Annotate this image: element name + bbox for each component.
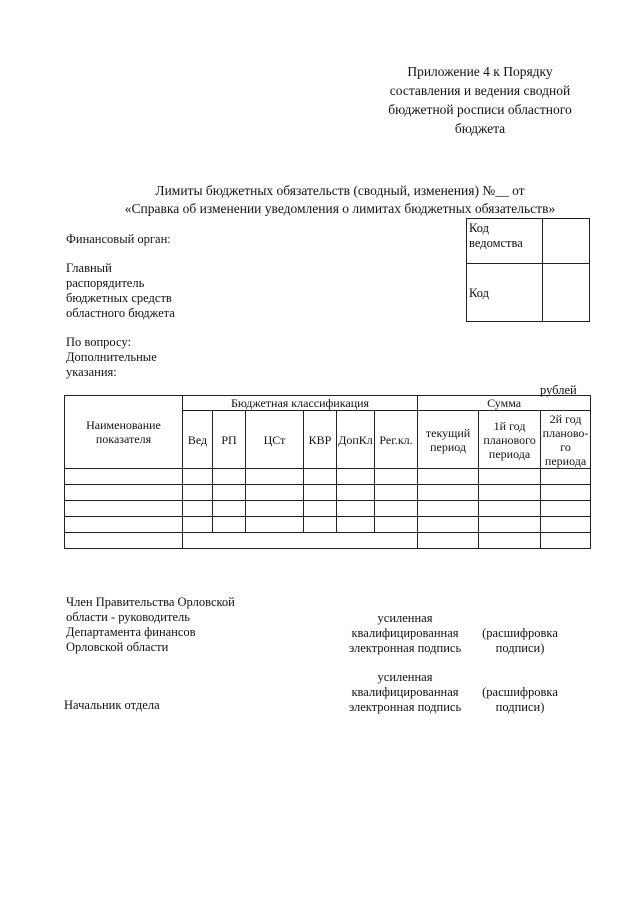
table-cell[interactable] xyxy=(183,517,213,533)
decode-line: (расшифровка xyxy=(482,626,558,640)
class-col-header: Рег.кл. xyxy=(375,411,418,469)
table-cell[interactable] xyxy=(479,533,541,549)
appendix-line: бюджета xyxy=(454,121,506,136)
table-cell[interactable] xyxy=(304,485,337,501)
table-cell[interactable] xyxy=(418,533,479,549)
table-total-row xyxy=(65,533,591,549)
po-voprosu-label: По вопросу: xyxy=(66,335,131,349)
decode-block-2 xyxy=(474,685,566,715)
head-signatory: Начальник отдела xyxy=(64,698,160,712)
sign-line: квалифицированная xyxy=(351,685,459,699)
class-col-header: ЦСт xyxy=(246,411,304,469)
table-cell[interactable] xyxy=(375,469,418,485)
table-cell[interactable] xyxy=(541,533,591,549)
table-cell[interactable] xyxy=(65,501,183,517)
code-row-vedomstva xyxy=(467,219,589,264)
table-cell[interactable] xyxy=(418,501,479,517)
units-label: рублей xyxy=(540,383,577,397)
table-cell[interactable] xyxy=(213,469,246,485)
table-cell[interactable] xyxy=(541,485,591,501)
appendix-line: Приложение 4 к Порядку xyxy=(407,64,553,79)
table-cell[interactable] xyxy=(541,501,591,517)
table-cell[interactable] xyxy=(213,485,246,501)
signature-block-1 xyxy=(338,611,472,656)
kod-vedomstva-label: Код ведомства xyxy=(469,221,523,250)
sign-line: квалифицированная xyxy=(351,626,459,640)
appendix-note xyxy=(360,62,600,138)
dop-line: Дополнительные xyxy=(66,350,157,364)
table-row xyxy=(65,485,591,501)
sum-col-header: 1й год планового периода xyxy=(479,411,541,469)
glavny-label xyxy=(66,261,175,321)
title-line-2: «Справка об изменении уведомления о лимитах бюджетных обязательств» xyxy=(124,201,556,216)
table-cell[interactable] xyxy=(246,517,304,533)
appendix-line: бюджетной росписи областного xyxy=(388,102,572,117)
table-row xyxy=(65,469,591,485)
class-col-header: ДопКл xyxy=(337,411,375,469)
table-cell[interactable] xyxy=(337,485,375,501)
budget-class-header: Бюджетная классификация xyxy=(183,396,418,411)
table-cell[interactable] xyxy=(337,517,375,533)
table-cell[interactable] xyxy=(418,485,479,501)
table-cell[interactable] xyxy=(375,501,418,517)
class-col-header: РП xyxy=(213,411,246,469)
sign-line: усиленная xyxy=(377,670,433,684)
document-title xyxy=(60,182,620,218)
table-cell[interactable] xyxy=(479,469,541,485)
sum-header: Сумма xyxy=(418,396,591,411)
table-cell[interactable] xyxy=(213,517,246,533)
fin-organ-label: Финансовый орган: xyxy=(66,232,171,246)
code-box xyxy=(466,218,590,322)
table-cell[interactable] xyxy=(246,469,304,485)
col-name-header: Наименование показателя xyxy=(65,396,183,469)
class-col-header: Вед xyxy=(183,411,213,469)
table-cell[interactable] xyxy=(183,485,213,501)
dop-ukazaniya-label xyxy=(66,350,157,380)
table-cell[interactable] xyxy=(213,501,246,517)
sign-line: усиленная xyxy=(377,611,433,625)
decode-line: подписи) xyxy=(495,700,545,714)
glavny-line: Главный xyxy=(66,261,112,275)
table-cell[interactable] xyxy=(541,469,591,485)
table-row xyxy=(65,501,591,517)
sign-line: электронная подпись xyxy=(348,641,462,655)
signature-block-2 xyxy=(338,670,472,715)
table-cell[interactable] xyxy=(479,485,541,501)
kod-label: Код xyxy=(469,286,489,300)
dop-line: указания: xyxy=(66,365,117,379)
class-col-header: КВР xyxy=(304,411,337,469)
table-cell[interactable] xyxy=(479,517,541,533)
table-cell[interactable] xyxy=(304,501,337,517)
decode-line: (расшифровка xyxy=(482,685,558,699)
table-cell[interactable] xyxy=(541,517,591,533)
table-row xyxy=(65,517,591,533)
decode-line: подписи) xyxy=(495,641,545,655)
glavny-line: распорядитель xyxy=(66,276,145,290)
table-cell[interactable] xyxy=(65,517,183,533)
table-cell[interactable] xyxy=(337,501,375,517)
table-cell[interactable] xyxy=(479,501,541,517)
decode-block-1 xyxy=(474,626,566,656)
glavny-line: областного бюджета xyxy=(66,306,175,320)
table-cell[interactable] xyxy=(246,485,304,501)
table-cell[interactable] xyxy=(246,501,304,517)
table-cell[interactable] xyxy=(418,517,479,533)
code-row-kod xyxy=(467,264,589,322)
table-cell[interactable] xyxy=(337,469,375,485)
sign-line: электронная подпись xyxy=(348,700,462,714)
table-cell[interactable] xyxy=(65,533,183,549)
glavny-line: бюджетных средств xyxy=(66,291,172,305)
table-cell[interactable] xyxy=(183,469,213,485)
member-line: Член Правительства Орловской xyxy=(66,595,235,609)
appendix-line: составления и ведения сводной xyxy=(389,83,571,98)
member-line: Орловской области xyxy=(66,640,169,654)
table-cell[interactable] xyxy=(375,485,418,501)
member-line: области - руководитель xyxy=(66,610,190,624)
sum-col-header: текущий период xyxy=(418,411,479,469)
table-cell[interactable] xyxy=(418,469,479,485)
member-line: Департамента финансов xyxy=(66,625,196,639)
sum-col-header: 2й год планово-го периода xyxy=(541,411,591,469)
table-cell[interactable] xyxy=(183,533,418,549)
table-cell[interactable] xyxy=(183,501,213,517)
table-cell[interactable] xyxy=(304,517,337,533)
member-signatory xyxy=(66,595,235,655)
table-cell[interactable] xyxy=(65,485,183,501)
limits-table xyxy=(64,395,591,549)
table-cell[interactable] xyxy=(375,517,418,533)
table-cell[interactable] xyxy=(65,469,183,485)
title-line-1: Лимиты бюджетных обязательств (сводный, изменения) №__ от xyxy=(155,183,525,198)
table-cell[interactable] xyxy=(304,469,337,485)
